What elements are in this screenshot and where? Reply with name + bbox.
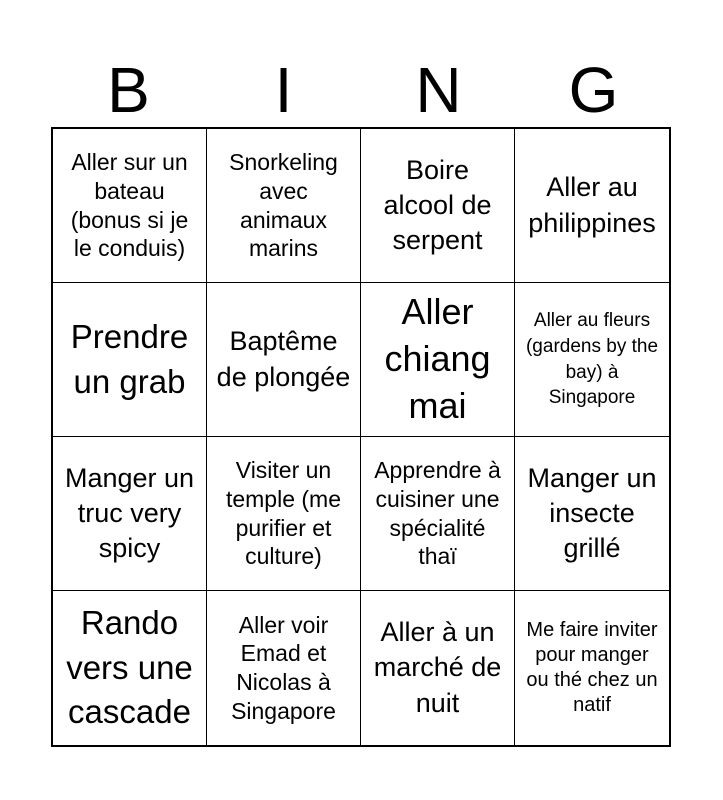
bingo-header <box>51 52 671 128</box>
header-letter-i: I <box>274 54 293 126</box>
bingo-cell-2[interactable]: Snorkeling avec animaux marins <box>207 129 361 283</box>
header-letter-b: B <box>107 54 150 126</box>
header-letter-g: G <box>568 54 619 126</box>
bingo-cell-16[interactable]: Me faire inviter pour manger ou thé chez un natif <box>526 619 658 716</box>
header-letter-n: N <box>415 54 462 126</box>
bingo-cell-8[interactable]: Aller au fleurs (gardens by the bay) à Singapore <box>515 283 669 437</box>
bingo-cell-10[interactable]: Visiter un temple (me purifier et culture) <box>207 437 361 591</box>
bingo-cell-9[interactable]: Manger un truc very spicy <box>53 437 207 591</box>
bingo-board <box>51 127 671 747</box>
bingo-cell-7[interactable]: Aller chiang mai <box>361 283 515 437</box>
bingo-cell-1[interactable]: Aller sur un bateau (bonus si je le conduis) <box>53 129 207 283</box>
bingo-cell-13[interactable]: Rando vers une cascade <box>53 591 207 745</box>
bingo-cell-5[interactable]: Prendre un grab <box>53 283 207 437</box>
bingo-cell-6[interactable]: Baptême de plongée <box>207 283 361 437</box>
bingo-cell-11[interactable]: Apprendre à cuisiner une spécialité thaï <box>361 437 515 591</box>
bingo-cell-12[interactable]: Manger un insecte grillé <box>515 437 669 591</box>
bingo-cell-3[interactable]: Boire alcool de serpent <box>361 129 515 283</box>
bingo-cell-15[interactable]: Aller à un marché de nuit <box>361 591 515 745</box>
bingo-cell-4[interactable]: Aller au philippines <box>515 129 669 283</box>
bingo-cell-14[interactable]: Aller voir Emad et Nicolas à Singapore <box>207 591 361 745</box>
